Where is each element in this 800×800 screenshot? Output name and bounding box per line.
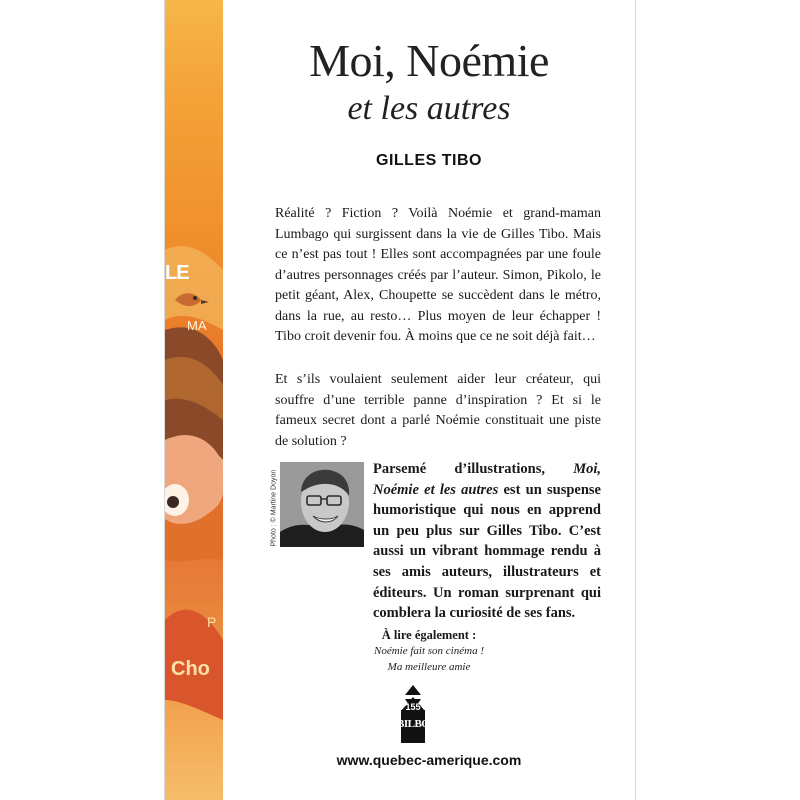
summary-paragraph-2: Et s’ils voulaient seulement aider leur créateur, qui souffre d’une terrible panne d’inspiration ? Et si le fameux secret dont a parlé Noémie constituait une piste de solution ? [275,372,601,449]
summary-paragraph-3-start: Parsemé d’illustrations, [373,461,574,477]
summary-paragraph-3-title: Moi, Noémie et les autres [373,461,601,498]
spine-fragment-4: Cho [171,658,210,680]
publisher-website: www.quebec-amerique.com [336,752,522,768]
also-read-title: Ma meilleure amie [387,661,471,673]
also-read-heading: À lire également : [381,628,477,642]
author-photo [280,462,364,547]
book-back-cover [164,0,636,800]
summary-paragraph-3 [373,459,601,624]
book-subtitle: et les autres [347,90,511,127]
photo-credit-text: Photo : © Martine Doyon [270,469,278,547]
cover-art-strip [165,0,223,800]
also-read-title: Noémie fait son cinéma ! [374,645,484,657]
bilbo-logo [397,685,429,745]
summary-paragraph-1: Réalité ? Fiction ? Voilà Noémie et grand-maman Lumbago qui surgissent dans la vie de Gilles Tibo. Mais ce n’est pas tout ! Elles sont accompagnées par une foule d’autres personnages créés par l’auteur. Simon, Pikolo, le petit géant, Alex, Choupette se succèdent dans le métro, dans la rue, au resto… Plus moyen de leur échapper ! Tibo croit devenir fou. À moins que ce ne soit déjà fait… [275,206,601,344]
photo-credit [267,458,277,548]
spine-fragment-2: MA [187,318,207,333]
spine-fragment-1: LE [165,262,189,284]
summary-paragraph-3-end: est un suspense humoristique qui nous en apprend un peu plus sur Gilles Tibo. C’est aussi un vibrant hommage rendu à ses amis auteurs, illustrateurs et éditeurs. Un roman surprenant qui comblera la curiosité de ses fans. [373,481,601,622]
series-number: 155 [405,702,421,712]
author-name: GILLES TIBO [376,152,482,169]
spine-fragment-3: P [207,614,217,630]
series-name: BILBO [397,718,430,730]
book-title: Moi, Noémie [309,35,549,86]
